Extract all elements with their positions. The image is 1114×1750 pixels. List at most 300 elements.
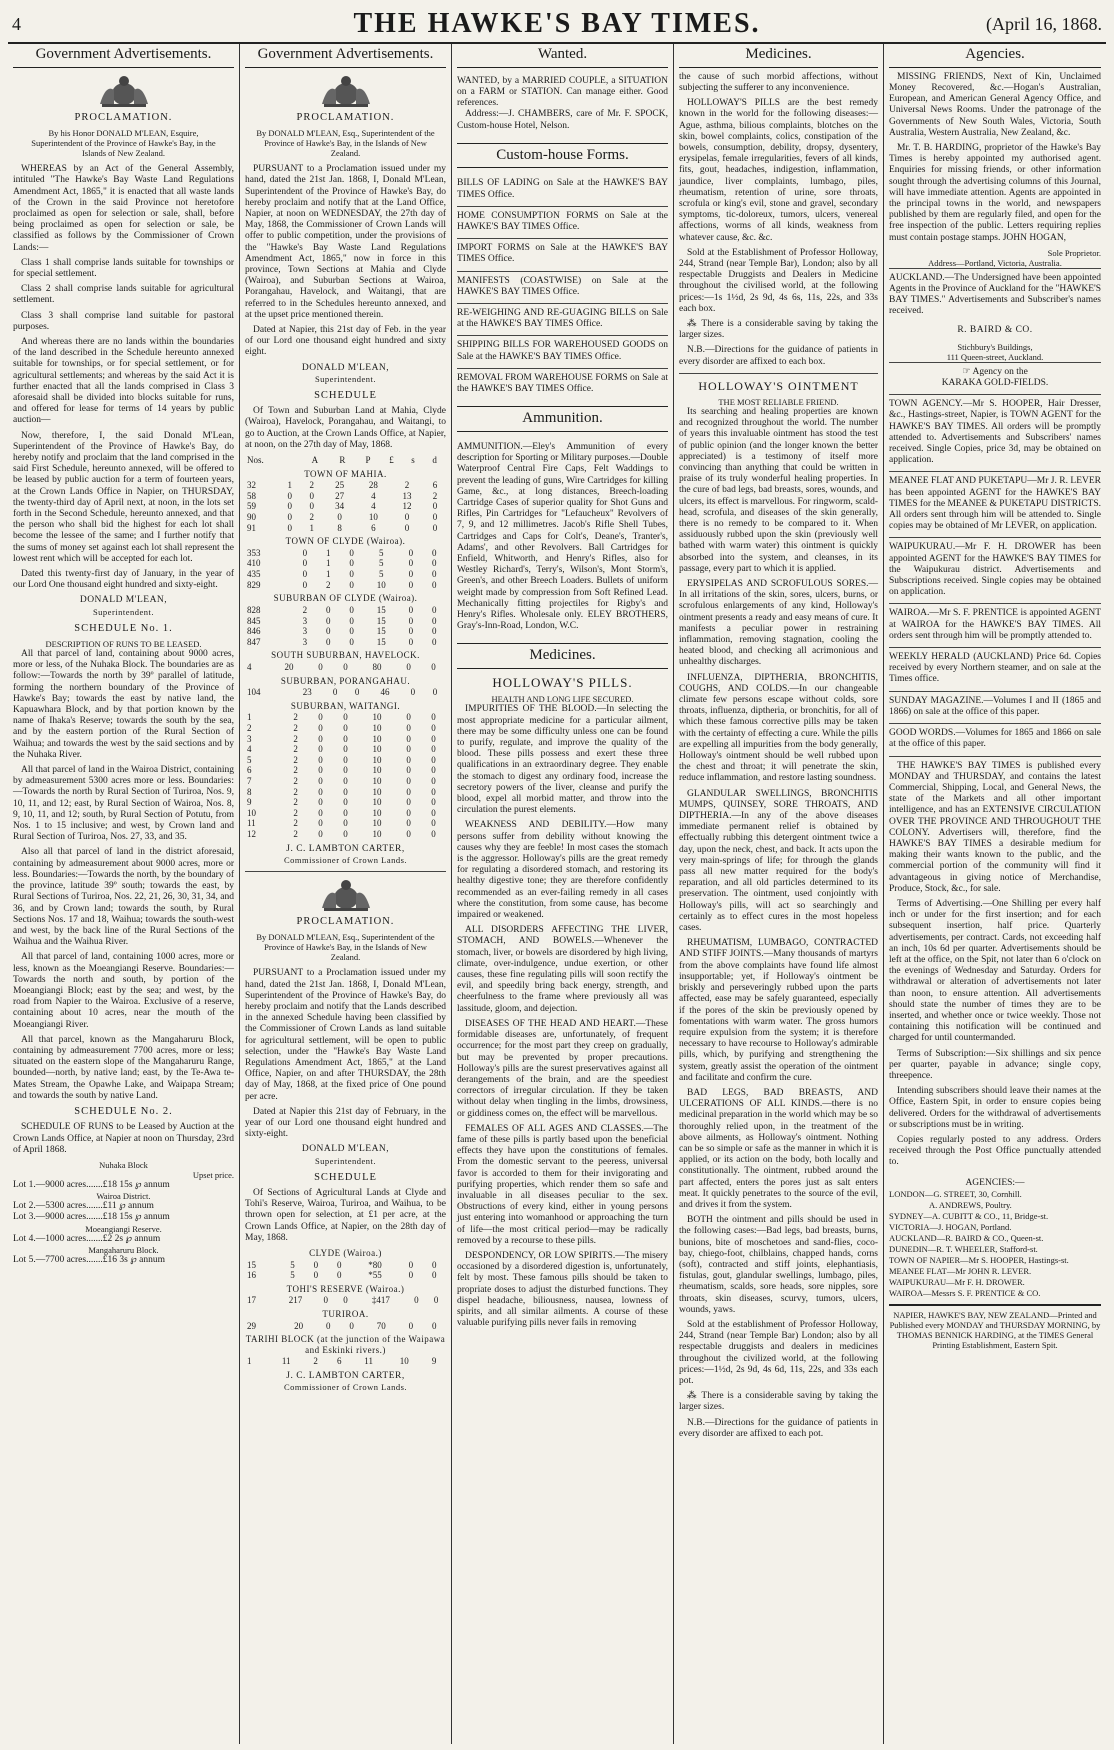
table-cell: 845	[247, 615, 261, 626]
table-cell: 0	[431, 754, 436, 765]
table-title: SUBURBAN, PORANGAHAU.	[280, 675, 411, 686]
table-cell: 27	[335, 490, 345, 501]
table-cell: 104	[247, 687, 261, 698]
table-cell: 0	[432, 547, 437, 558]
ointment-paragraph: RHEUMATISM, LUMBAGO, CONTRACTED AND STIFF JOINTS.—Many thousands of martyrs from the above complaints have found life almost insupportable; yet, if Holloway's ointment be briskly and perseveringly rubbed upon the parts affected, ease may be safely guaranteed, especially if the pores of the skin be previously opened by fomentations with warm water. The gross humors require expulsion from the system; it is therefore necessary to have recourse to Holloway's admirable pills, which, by purifying and strengthening the system, greatly assist the operation of the ointment and facilitate and confirm the cure.	[679, 938, 878, 1083]
table-cell: 6	[371, 522, 376, 533]
proclamation-heading: PROCLAMATION.	[296, 111, 395, 123]
table-cell: 0	[408, 579, 414, 590]
table-cell: 0	[406, 744, 411, 755]
pills-paragraph: WEAKNESS AND DEBILITY.—How many persons suffer from debility without knowing the causes why they are feeble! In most cases the stomach is the aggressor. Holloway's pills are the great remedy for regulating a disordered stomach, and restoring its healthy digestive tone; they are therefore confidently recommended as an ever-failing remedy in all cases where the constitution, from some cause, has become impaired or weakened.	[457, 820, 668, 921]
table-title: SUBURBAN, WAITANGI.	[290, 700, 401, 711]
table-row	[245, 734, 446, 745]
proclamation-byline: By DONALD M'LEAN, Esq., Superintendent of the Province of Hawke's Bay, in the Islands of New Zealand.	[256, 128, 435, 159]
table-row	[245, 808, 446, 819]
proclamation-byline: By his Honor DONALD M'LEAN, Esquire, Superintendent of the Province of Hawke's Bay, in the Islands of New Zealand.	[31, 128, 216, 159]
columns	[8, 44, 1106, 1744]
auckland-ad: AUCKLAND.—The Undersigned have been appointed Agents in the Province of Auckland for the "HAWKE'S BAY TIMES." Advertisements and Subscriber's names received.	[889, 268, 1101, 323]
schedule-table	[245, 1295, 446, 1306]
table-cell: 0	[302, 558, 308, 569]
table-cell: 17	[247, 1295, 256, 1306]
wanted-text: WANTED, by a MARRIED COUPLE, a SITUATION on a FARM or STATION. Can manage either. Good references.	[457, 75, 668, 109]
table-row	[245, 616, 446, 627]
table-cell: 2	[309, 512, 314, 523]
table-cell: 2	[293, 744, 298, 755]
column-header: Wanted.	[457, 44, 668, 68]
wanted-ad	[457, 72, 668, 137]
ointment-paragraph: INFLUENZA, DIPTHERIA, BRONCHITIS, COUGHS, AND COLDS.—In our changeable climate few persons escape without colds, sore throats, influenza, diptheria, or bronchitis, for all of which these famous corrective pills may be taken with the certainty of effecting a cure. While the pills are expelling all impurities from the body generally, Holloway's ointment should be well rubbed upon the chest and throat; it will penetrate the skin, reduce inflammation, and restore lasting soundness.	[679, 672, 878, 784]
ointment-paragraph: GLANDULAR SWELLINGS, BRONCHITIS MUMPS, QUINSEY, SORE THROATS, AND DIPTHERIA.—In any of the above diseases immediate permanent relief is obtained by effectually rubbing this detergent ointment twice a day, upon the neck, chest, and back. It acts upon the very main-springs of life; for through the glands pass all new matter required for the body's reparation, and all old particles determined to its preservation. The ointment, used conjointly with Holloway's pills, will act so searchingly and certainly as to effect cures in the most hopeless cases.	[679, 788, 878, 934]
run-description: All that parcel, known as the Mangaharuru Block, containing by admeasurement 7700 acres, more or less; situated on the eastern slope of the Mangaharuru Range, bounded—north, by native land; east, by the Te-Awa te-Mates Stream, the Opawhe Lake, and Waipapa Stream; and towards the south by native Land.	[13, 1034, 234, 1101]
table-cell: 10	[372, 776, 382, 787]
table-cell: 0	[349, 636, 354, 647]
table-cell: 0	[337, 512, 342, 523]
schedule-1-subheading: DESCRIPTION OF RUNS TO BE LEASED.	[45, 639, 202, 650]
table-cell: 0	[313, 1270, 319, 1281]
table-cell: 10	[372, 765, 382, 776]
table-row	[245, 512, 446, 523]
table-cell: 0	[406, 754, 411, 765]
table-cell: 2	[293, 733, 298, 744]
table-cell: 0	[410, 687, 416, 698]
table-cell: 0	[431, 722, 436, 733]
schedule-description: Of Town and Suburban Land at Mahia, Clyde (Wairoa), Havelock, Porangahau, and Waitangi, to go to Auction, at the Crown Lands Office, at Napier, at noon, on the 27th day of May, 1868.	[245, 406, 446, 450]
table-cell: 0	[432, 687, 438, 698]
table-row	[245, 626, 446, 637]
agency-line: AUCKLAND—R. BAIRD & CO., Queen-st.	[889, 1232, 1044, 1243]
ointment-paragraph: ERYSIPELAS AND SCROFULOUS SORES.—In all irritations of the skin, sores, ulcers, burns, or scrofulous enlargements of any kind, Holloway's ointment presents a ready and easy means of cure. It manifests a peculiar power in restraining inflammation, removing stagnation, cooling the heated blood, and checking all acrimonious and unhealthy discharges.	[679, 578, 878, 668]
section-heading: Medicines.	[457, 643, 668, 669]
table-cell: 4	[247, 661, 252, 672]
table-cell: 0	[432, 512, 438, 523]
ointment-paragraph: BOTH the ointment and pills should be used in the following cases:—Bad legs, bad breasts, burns, bunions, bite of moschetoes and sand-flies, coco-bay, chiego-foot, chilblains, chapped hands, corns (soft), contracted and stiff joints, elephantiasis, fistulas, gout, glandular swellings, lumbago, piles, rheumatism, scalds, sore heads, sore nipples, sore throats, skin diseases, scurvy, tumors, ulcers, wounds, yaws.	[679, 1215, 878, 1315]
royal-arms-icon	[13, 74, 234, 108]
table-cell: 0	[431, 776, 436, 787]
schedule-table	[245, 712, 446, 839]
schedule-2-heading: SCHEDULE No. 2.	[74, 1105, 173, 1117]
proclamation-text: WHEREAS by an Act of the General Assembly, intituled "The Hawke's Bay Waste Land Regulations Amendment Act, 1865," it is enacted that all waste lands of the Crown in the said Province not heretofore proclaimed as open for selection or sale, shall, before being proclaimed as open for selection or sale, be classified as follows by the Commissioner of Crown Lands:—	[13, 164, 234, 253]
ointment-paragraph: ⁂ There is a considerable saving by taking the larger sizes.	[679, 1391, 878, 1413]
table-cell: 0	[343, 733, 348, 744]
times-paragraph: Terms of Advertising.—One Shilling per every half inch or under for the first insertion; and for each subsequent insertion, half price. Quarterly advertisements, per contract. Cards, not exceeding half an inch, 10s 6d per quarter. Advertisements should be left at the office, on the Spit, not later than 6 o'clock on the evenings of Wednesday and Saturday. Orders for withdrawal or alteration of advertisements not later than noon, to ensure attention. All advertisements should state the number of times they are to be inserted, and whether once or twice weekly. Those not containing this notification will be continued and charged for until countermanded.	[889, 898, 1101, 1044]
table-cell: 10	[372, 754, 382, 765]
agency-ad: MISSING FRIENDS, Next of Kin, Unclaimed Money Recovered, &c.—Hogan's Australian, European, and American General Agency Office, and Universal News Rooms. Under the patronage of the Governments of New South Wales, Victoria, South Australia, Western Australia, New Zealand, &c.	[889, 71, 1101, 138]
table-cell: 2	[293, 829, 298, 840]
table-cell: 1	[247, 1356, 252, 1367]
lot-line: Lot 3.—9000 acres.......£18 15s ℘ annum	[13, 1212, 170, 1223]
table-title: CLYDE (Wairoa.)	[309, 1247, 382, 1258]
table-cell: 0	[349, 547, 354, 558]
table-cell: 0	[431, 829, 436, 840]
table-row	[245, 1356, 446, 1367]
table-row	[245, 523, 446, 534]
form-ad: HOME CONSUMPTION FORMS on Sale at the HAWKE'S BAY TIMES Office.	[457, 206, 668, 238]
table-cell: 0	[318, 765, 323, 776]
agency-line: TOWN OF NAPIER—Mr S. HOOPER, Hastings-st.	[889, 1254, 1069, 1265]
table-cell: 10	[372, 807, 382, 818]
column-government-2	[240, 44, 452, 1744]
page-number: 4	[12, 14, 21, 34]
column-header: Government Advertisements.	[245, 44, 446, 68]
table-cell: 11	[281, 1356, 291, 1367]
table-cell: 5	[247, 754, 252, 765]
schedule-heading: SCHEDULE	[314, 1171, 377, 1183]
run-description: Also all that parcel of land in the district aforesaid, containing by admeasurement about 9000 acres, more or less. Boundaries:—Towards the north, by the boundary of the province, latitude 39º south; towards the east, by Rural Sections of Turiroa, Nos. 22, 21, 26, 30, 31, 34, and 36, and by Crown land; towards the south, by Rural Sections Nos. 17 and 18, Waihua; towards the south-west and west, by the back line of the Rural Sections of the Waihua and the Waihua River.	[13, 847, 234, 948]
royal-arms-icon	[245, 74, 446, 108]
table-title: TOWN OF CLYDE (Wairoa).	[285, 536, 406, 547]
table-cell: 15	[247, 1259, 256, 1270]
table-cell: 10	[247, 807, 256, 818]
signature-title: Superintendent.	[92, 606, 155, 617]
lot-line: Lot 2.—5300 acres.......£11 ℘ annum	[13, 1201, 154, 1212]
pills-subheading: HEALTH AND LONG LIFE SECURED.	[491, 694, 634, 705]
table-cell: 0	[349, 569, 354, 580]
table-cell: 0	[343, 786, 348, 797]
table-row	[245, 723, 446, 734]
table-cell: 2	[293, 765, 298, 776]
table-cell: 0	[343, 776, 348, 787]
table-cell: 20	[294, 1320, 304, 1331]
table-cell: 0	[431, 733, 436, 744]
table-cell: 0	[408, 1270, 414, 1281]
table-cell: 0	[432, 501, 438, 512]
class-3-text: Class 3 shall comprise land suitable for pastoral purposes.	[13, 310, 234, 332]
table-cell: 0	[431, 744, 436, 755]
table-cell: 0	[287, 522, 292, 533]
table-cell: 0	[343, 807, 348, 818]
sunday-magazine-ad: SUNDAY MAGAZINE.—Volumes I and II (1865 and 1866) on sale at the office of this paper.	[889, 691, 1101, 723]
table-cell: 9	[247, 797, 252, 808]
table-cell: 410	[247, 558, 261, 569]
proclamation-text: PURSUANT to a Proclamation issued under my hand, dated the 21st Jan. 1868, I, Donald M'Lean, Superintendent of the Province of Hawke's Bay, do hereby proclaim and notify that at the Land Office, Napier, at noon on WEDNESDAY, the 27th day of May, 1868, the Commissioner of Crown Lands will offer to public competition, under the provisions of the "Hawke's Bay Waste Land Regulations Amendment Act, 1865," now in force in this province, Town Sections at Mahia and Clyde (Wairoa), and Suburban Sections at Wairoa, Porangahau, Havelock, and Waitangi, that are referred to in the Schedules hereunto annexed, and at the upset price mentioned therein.	[245, 164, 446, 320]
table-row	[245, 605, 446, 616]
pills-paragraph: FEMALES OF ALL AGES AND CLASSES.—The fame of these pills is partly based upon the beneficial effects they have upon the constitutions of females. From the domestic servant to the peeress, universal favor is accorded to them for their invigorating and purifying properties, which render them so safe and invaluable in all diseases peculiar to the sex. Obstructions of every kind, either in young persons just entering into womanhood or approaching the turn of life—the most critical period—may be radically removed by a recourse to these pills.	[457, 1123, 668, 1246]
table-cell: 58	[247, 490, 256, 501]
table-cell: 10	[372, 733, 382, 744]
table-row	[245, 797, 446, 808]
table-cell: 0	[343, 765, 348, 776]
table-cell: 0	[318, 661, 323, 672]
table-cell: 13	[402, 490, 412, 501]
table-cell: 4	[371, 490, 376, 501]
table-cell: 0	[408, 558, 414, 569]
table-row	[245, 1321, 446, 1332]
lot-line: Lot 4.—1000 acres.......£2 2s ℘ annum	[13, 1233, 161, 1244]
schedule-description: Of Sections of Agricultural Lands at Clyde and Tohi's Reserve, Wairoa, Turiroa, and Waihua, to be thrown open for selection, at £1 per acre, at the Crown Lands Office, at Napier, on the 28th day of May, 1868.	[245, 1187, 446, 1243]
table-cell: 0	[349, 558, 354, 569]
table-cell: 0	[406, 722, 411, 733]
table-cell: 0	[309, 490, 314, 501]
table-cell: 15	[376, 626, 386, 637]
table-title: TARIHI BLOCK (at the junction of the Waipawa and Eskinki rivers.)	[245, 1334, 446, 1355]
table-cell: 28	[368, 480, 378, 491]
table-cell: 0	[343, 797, 348, 808]
table-cell: 0	[302, 547, 308, 558]
table-cell: 0	[432, 615, 437, 626]
divider	[245, 871, 446, 872]
table-cell: 0	[318, 744, 323, 755]
lot-district: Wairoa District.	[96, 1191, 151, 1202]
table-cell: 0	[313, 1259, 319, 1270]
table-row	[245, 787, 446, 798]
table-cell: 59	[247, 501, 256, 512]
table-cell: 4	[371, 501, 376, 512]
table-cell: 2	[432, 490, 438, 501]
table-cell: 2	[247, 722, 252, 733]
section-heading: Ammunition.	[457, 406, 668, 432]
table-cell: 829	[247, 579, 261, 590]
schedule-table-header	[245, 455, 446, 466]
wanted-address: Address:—J. CHAMBERS, care of Mr. F. SPOCK, Custom-house Hotel, Nelson.	[457, 109, 668, 131]
run-description: All that parcel of land in the Wairoa District, containing by admeasurement 5300 acres more or less. Boundaries:—Towards the north by Rural Section of Turiroa, Nos. 9, 10, 11, and 12; east, by Rural Section of Wairoa, Nos. 8, 9, 10, 11, and 12; south, by Rural Section of Potutu, from Nos. 1 to 15 inclusive; and west, by Crown land and Rural Section of Turiroa, Nos. 27, 33, and 35.	[13, 765, 234, 843]
table-cell: 5	[378, 569, 384, 580]
agency-address: Address—Portland, Victoria, Australia.	[928, 257, 1062, 268]
waipukurau-ad: WAIPUKURAU.—Mr F. H. DROWER has been appointed AGENT for the HAWKE'S BAY TIMES for the Waipukurau district. Advertisements and Subscriptions received. Single copies may be obtained on application.	[889, 537, 1101, 603]
karaka-label: Agency on the	[972, 366, 1028, 377]
table-cell: 0	[432, 558, 437, 569]
table-cell: 0	[318, 818, 323, 829]
table-cell: 0	[309, 501, 314, 512]
table-row	[245, 744, 446, 755]
upset-price-label: Upset price.	[192, 1169, 234, 1180]
table-cell: 0	[404, 512, 410, 523]
table-cell: 0	[302, 579, 308, 590]
table-cell: 0	[354, 687, 360, 698]
table-cell: 4	[247, 744, 252, 755]
table-cell: 0	[408, 615, 414, 626]
table-cell: 0	[406, 712, 411, 723]
signature: DONALD M'LEAN,	[79, 595, 168, 606]
wairoa-ad: WAIROA.—Mr S. F. PRENTICE is appointed AGENT at WAIROA for the HAWKE'S BAY TIMES. All orders sent through him will be promptly attended to.	[889, 603, 1101, 647]
schedule-table	[245, 1260, 446, 1281]
table-cell: 0	[408, 626, 414, 637]
table-cell: 3	[302, 636, 308, 647]
table-cell: 15	[376, 604, 386, 615]
table-row	[245, 1270, 446, 1281]
table-cell: 0	[326, 615, 331, 626]
table-cell: 828	[247, 604, 261, 615]
table-cell: 847	[247, 636, 261, 647]
table-cell: 0	[318, 829, 323, 840]
table-cell: 0	[332, 687, 338, 698]
table-cell: 0	[432, 626, 437, 637]
table-row	[245, 829, 446, 840]
table-row	[245, 818, 446, 829]
table-cell: 80	[372, 661, 382, 672]
table-cell: 20	[284, 661, 294, 672]
table-row	[245, 558, 446, 569]
agency-line: A. ANDREWS, Poultry.	[929, 1199, 1012, 1210]
table-cell: 0	[287, 490, 292, 501]
table-cell: 0	[406, 776, 411, 787]
table-row	[245, 755, 446, 766]
table-cell: 0	[431, 661, 436, 672]
table-cell: 7	[247, 776, 252, 787]
table-cell: 2	[404, 480, 410, 491]
table-cell: 0	[318, 733, 323, 744]
column-header: Agencies.	[889, 44, 1101, 68]
dated-line: Dated at Napier this 21st day of February, in the year of our Lord one thousand eight hundred and sixty-eight.	[245, 1106, 446, 1140]
agency-line: DUNEDIN—R. T. WHEELER, Stafford-st.	[889, 1243, 1038, 1254]
table-cell: 0	[349, 604, 354, 615]
ointment-paragraph: BAD LEGS, BAD BREASTS, AND ULCERATIONS OF ALL KINDS.—there is no medicinal preparation in the world which may be so thoroughly relied upon, in the treatment of the above ailments, as Holloway's ointment. Nothing can be so simple or safe as the manner in which it is applied, or its action on the body, both locally and constitutionally. The ointment, rubbed around the part affected, enters the pores just as salt enters meat. It quickly penetrates to the source of the evil, and drives it from the system.	[679, 1087, 878, 1210]
signature-title: Superintendent.	[314, 1155, 377, 1166]
table-cell: 0	[408, 636, 414, 647]
run-description: All that parcel of land, containing 1000 acres, more or less, known as the Moeangiangi Reserve. Boundaries:—Towards the north and south, by portion of the Moeangiangi Block; east by the sea; and west, by the road from Napier to the Wairoa. Exclusive of a reserve, containing about 10 acres, near the mouth of the Moeangiangi River.	[13, 952, 234, 1030]
table-cell: 0	[432, 604, 437, 615]
table-cell: 25	[335, 480, 345, 491]
commissioner-signature: J. C. LAMBTON CARTER,	[286, 1371, 405, 1382]
table-cell: 0	[431, 818, 436, 829]
agency-line: WAIPUKURAU—Mr F. H. DROWER.	[889, 1276, 1025, 1287]
proclamation-heading: PROCLAMATION.	[74, 111, 173, 123]
royal-arms-icon	[245, 878, 446, 912]
schedule-table	[245, 687, 446, 698]
column-heading: s	[411, 454, 415, 465]
table-row	[245, 765, 446, 776]
table-cell: 0	[431, 807, 436, 818]
table-cell: 0	[343, 661, 348, 672]
agency-ad: Mr. T. B. HARDING, proprietor of the Hawke's Bay Times is hereby appointed my authorised agent. Enquiries for missing friends, or other information sought through the advertising columns of this Journal, will have immediate attention. Agents are appointed in the principal towns in the world, and newspapers published by them are regularly filed, and open for the free inspection of the public. Letters requiring replies must contain postage stamps. JOHN HOGAN,	[889, 142, 1101, 243]
schedule-table	[245, 662, 446, 673]
table-cell: 0	[337, 1259, 342, 1270]
proprietor-title: Sole Proprietor.	[1047, 247, 1101, 258]
table-cell: 0	[287, 501, 292, 512]
issue-date: (April 16, 1868.	[986, 14, 1102, 34]
table-row	[245, 569, 446, 580]
auckland-signature: R. BAIRD & CO.	[957, 324, 1033, 335]
table-cell: 70	[376, 1320, 386, 1331]
table-cell: 11	[364, 1356, 373, 1367]
class-1-text: Class 1 shall comprise lands suitable for townships or for special settlement.	[13, 257, 234, 279]
table-cell: 32	[247, 480, 256, 491]
table-cell: 15	[376, 636, 386, 647]
proclamation-text: PURSUANT to a Proclamation issued under my hand, dated the 21st Jan. 1868, I, Donald M'Lean, Superintendent of the Province of Hawke's Bay, do hereby proclaim and notify that the Lands described in the annexed Schedule having been classified by the Commissioner of Crown Lands as land suitable for agricultural settlement, will be open to public selection, under the "Hawke's Bay Waste Land Regulations Amendment Act, 1865," at the Land Office, Napier, on and after THURSDAY, the 28th day of May, 1868, at the fixed price of One pound per acre.	[245, 968, 446, 1102]
agencies-heading: AGENCIES:—	[965, 1177, 1025, 1188]
commissioner-signature: J. C. LAMBTON CARTER,	[286, 843, 405, 854]
table-cell: 2	[313, 1356, 318, 1367]
table-cell: 1	[247, 712, 252, 723]
table-cell: 9	[431, 1356, 437, 1367]
table-cell: 0	[318, 754, 323, 765]
ointment-paragraph: N.B.—Directions for the guidance of patients in every disorder are affixed to each pot.	[679, 1417, 878, 1439]
table-cell: 10	[372, 786, 382, 797]
times-paragraph: Terms of Subscription:—Six shillings and six pence per quarter, payable in advance; single copy, threepence.	[889, 1048, 1101, 1081]
table-title: SOUTH SUBURBAN, HAVELOCK.	[271, 650, 420, 661]
table-cell: 34	[335, 501, 345, 512]
block-name: Nuhaka Block	[99, 1159, 148, 1170]
table-cell: 0	[406, 786, 411, 797]
table-cell: 10	[376, 579, 386, 590]
table-cell: 0	[302, 569, 308, 580]
column-medicines	[674, 44, 884, 1744]
table-cell: 0	[408, 547, 414, 558]
medicine-paragraph: ⁂ There is a considerable saving by taking the larger sizes.	[679, 318, 878, 341]
medicine-paragraph: the cause of such morbid affections, without subjecting the sufferer to any inconvenience.	[679, 71, 878, 93]
table-cell: 5	[378, 547, 384, 558]
schedule-table	[245, 548, 446, 590]
schedule-table	[245, 480, 446, 533]
agency-line: MEANEE FLAT—Mr JOHN R. LEVER.	[889, 1265, 1032, 1276]
pills-paragraph: DISEASES OF THE HEAD AND HEART.—These formidable diseases are, unfortunately, of frequent occurrence; for the most part they creep on gradually, but may be prevented by proper precautions. Holloway's pills are the surest preservatives against all derangements of the brain, and are the speediest correctors of irregular circulation. If they be taken without delay when tingling in the limbs, drowsiness, or giddiness comes on, the effect will be marvellous.	[457, 1018, 668, 1119]
signature-title: Superintendent.	[314, 373, 377, 384]
times-paragraph: Copies regularly posted to any address. Orders received through the Post Office punctually attended to.	[889, 1135, 1101, 1168]
table-cell: 15	[376, 615, 386, 626]
table-cell: 0	[408, 1259, 414, 1270]
table-cell: 10	[372, 744, 382, 755]
table-cell: 0	[432, 1320, 437, 1331]
ointment-paragraph: Sold at the establishment of Professor Holloway, 244, Strand (near Temple Bar) London; also by all respectable druggists and dealers in medicines throughout the civilized world, at the following prices:—1½d, 2s 9d, 4s 6d, 11s, 22s, and 33s each pot.	[679, 1319, 878, 1386]
auckland-address: 111 Queen-street, Auckland.	[946, 351, 1044, 362]
proclamation-text-3: Now, therefore, I, the said Donald M'Lean, Superintendent of the Province of Hawke's Bay, do hereby notify and proclaim that the land comprised in the said First Schedule, hereunto annexed, will be offered to be leased by public auction for a term of fourteen years, at the Crown Lands Office in Napier, on THURSDAY, the twenty-third day of April next, at noon, in the lots set forth in the Second Schedule, hereunto annexed, and that the person who shall bid the highest for each lot shall become the lessee of the same; and I further notify that the sums of money set against each lot shall represent the lowest rent which will be accepted for each lot.	[13, 430, 234, 564]
table-cell: 10	[372, 722, 382, 733]
table-row	[245, 480, 446, 491]
table-title: TOWN OF MAHIA.	[304, 468, 387, 479]
table-cell: 0	[349, 615, 354, 626]
table-cell: 0	[406, 807, 411, 818]
masthead	[8, 8, 1106, 44]
table-cell: 435	[247, 569, 261, 580]
table-cell: 10	[372, 712, 382, 723]
form-ad: SHIPPING BILLS FOR WAREHOUSED GOODS on Sale at the HAWKE'S BAY TIMES Office.	[457, 335, 668, 367]
agency-line: LONDON—G. STREET, 30, Cornhill.	[889, 1188, 1022, 1199]
table-cell: 3	[302, 615, 308, 626]
column-heading: Nos.	[247, 454, 264, 465]
table-cell: 8	[247, 786, 252, 797]
column-agencies	[884, 44, 1106, 1744]
table-row	[245, 1295, 446, 1306]
table-cell: 0	[431, 786, 436, 797]
table-cell: 1	[326, 569, 331, 580]
table-cell: 0	[432, 636, 437, 647]
agencies-list	[889, 1189, 1101, 1298]
table-cell: 11	[247, 818, 256, 829]
commissioner-title: Commissioner of Crown Lands.	[283, 854, 408, 865]
lot-line: Lot 1.—9000 acres.......£18 15s ℘ annum	[13, 1179, 170, 1190]
table-cell: 0	[432, 522, 438, 533]
table-cell: 353	[247, 547, 261, 558]
table-cell: 2	[293, 776, 298, 787]
table-cell: 2	[293, 818, 298, 829]
table-cell: 0	[343, 712, 348, 723]
table-cell: 0	[318, 807, 323, 818]
table-cell: *80	[368, 1259, 382, 1270]
table-cell: 5	[290, 1270, 295, 1281]
ointment-subheading: THE MOST RELIABLE FRIEND.	[718, 396, 839, 407]
table-cell: 0	[287, 512, 292, 523]
schedule-table	[245, 1356, 446, 1367]
form-ad: MANIFESTS (COASTWISE) on Sale at the HAWKE'S BAY TIMES Office.	[457, 271, 668, 303]
agency-line: WAIROA—Messrs S. F. PRENTICE & CO.	[889, 1287, 1041, 1298]
pills-heading: HOLLOWAY'S PILLS.	[492, 675, 633, 691]
table-cell: 0	[406, 829, 411, 840]
table-cell: 16	[247, 1270, 256, 1281]
table-cell: 0	[318, 712, 323, 723]
table-cell: 0	[432, 569, 437, 580]
table-cell: 5	[290, 1259, 295, 1270]
table-cell: 91	[247, 522, 256, 533]
table-cell: 0	[432, 1270, 437, 1281]
lot-list	[13, 1180, 234, 1266]
table-cell: 0	[406, 797, 411, 808]
karaka-ad	[889, 362, 1101, 394]
table-cell: 2	[293, 712, 298, 723]
table-cell: ‡417	[371, 1295, 390, 1306]
table-cell: 0	[343, 818, 348, 829]
table-cell: 1	[309, 522, 314, 533]
table-cell: 0	[318, 776, 323, 787]
proclamation-byline: By DONALD M'LEAN, Esq., Superintendent of the Province of Hawke's Bay, in the Islands of New Zealand.	[256, 932, 435, 963]
